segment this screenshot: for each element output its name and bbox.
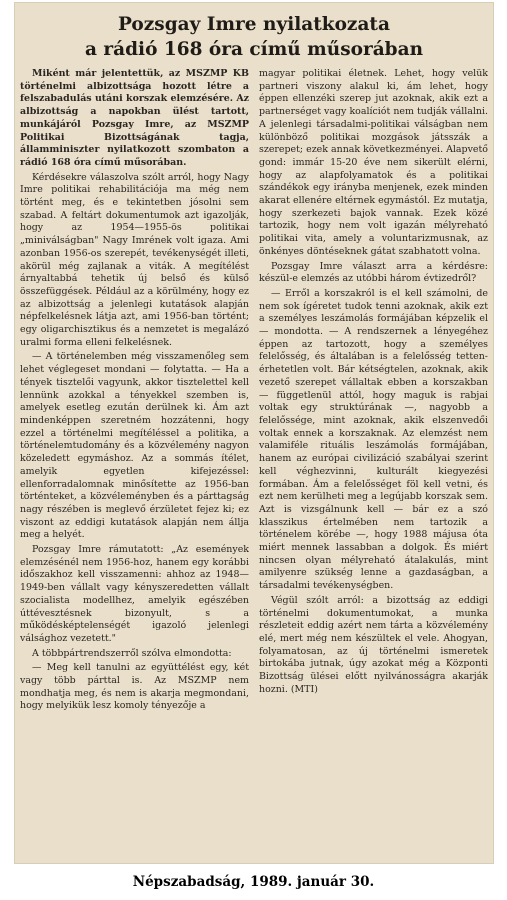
article-paragraph: A többpártrendszerről szólva elmondotta:	[32, 647, 232, 659]
headline-line-2: a rádió 168 óra című műsorában	[84, 39, 424, 60]
headline-line-1: Pozsgay Imre nyilatkozata	[118, 14, 390, 35]
article-paragraph: Pozsgay Imre választ arra a kérdésre: készül-e elemzés az utóbbi három évtizedről?	[259, 260, 488, 285]
newspaper-clipping	[14, 2, 494, 864]
article-headline	[18, 12, 490, 62]
article-paragraph: — Erről a korszakról is el kell számolni, de nem sok ígéretet tudok tenni azoknak, akik ezt a személyes leszámolás formájában képzelik el — mondotta. — A rendszernek a lényegéhez éppen az tartozott, hogy a személyes felelősség, és általában is a felelősség tetten-érhetetlen volt. Bár kétségtelen, azoknak, akik vezető szerepet vállaltak ebben a korszakban — függetlenül attól, hogy maguk is rabjai voltak egy struktúrának —, nagyobb a felelőssége, mint azoknak, akik elszenvedői voltak ennek a korszaknak. Az elemzést nem valamiféle rituális leszámolás formájában, hanem az európai civilizáció szabályai szerint kell véghezvinni, kulturált kiegyezési formában. Ám a felelősséget föl kell vetni, és ezt nem kerülheti meg a legújabb korszak sem. Azt is vizsgálnunk kell — bár ez a szó klasszikus értelmében nem tartozik a történelem körébe —, hogy 1988 májusa óta miért mennek lassabban a dolgok. És miért nincsen olyan mélyreható átalakulás, mint amilyenre szükség lenne a gazdaságban, a társadalmi tevékenységben.	[259, 287, 488, 592]
article-column-right	[259, 68, 488, 860]
article-body	[20, 68, 488, 860]
article-column-left	[20, 68, 249, 860]
article-paragraph: Végül szólt arról: a bizottság az eddigi történelmi dokumentumokat, a munka részleteit eddig azért nem tárta a közvélemény elé, mert még nem készültek el vele. Ahogyan, folyamatosan, az új történelmi ismeretek birtokába jutnak, úgy azokat még a Központi Bizottság ülései előtt nyilvánosságra akarják hozni. (MTI)	[259, 594, 488, 695]
article-paragraph: Pozsgay Imre rámutatott: „Az események elemzésénél nem 1956-hoz, hanem egy korábbi időszakhoz kell visszamenni: ahhoz az 1948—1949-ben vállalt vagy kényszeredetten vállalt szocialista modellhez, amelyik egészében úttévesztésnek bizonyult, s a működésképtelenségét igazoló jelenlegi válsághoz vezetett."	[20, 544, 249, 644]
article-paragraph: magyar politikai életnek. Lehet, hogy velük partneri viszony alakul ki, ám lehet, hogy éppen ellenzéki szerep jut azoknak, akik ezt a partnerséget vagy koalíciót nem tudják vállalni. A jelenlegi társadalmi-politikai válságban nem különböző politikai mozgások játsszák a szerepet; ezek annak következményei. Alapvető gond: immár 15-20 éve nem sikerült elérni, hogy az alapfolyamatok és a politikai szándékok egy irányba menjenek, ezek minden akarat ellenére eltérnek egymástól. Ez mutatja, hogy szerkezeti bajok vannak. Ezek közé tartozik, hogy nem volt igazán mélyreható politikai vita, amely a voluntarizmusnak, az önkényes döntéseknek gátat szabhatott volna.	[259, 68, 488, 257]
article-paragraph: — Meg kell tanulni az együttélést egy, két vagy több párttal is. Az MSZMP nem mondhatja meg, és nem is akarja megmondani, hogy melyikük lesz komoly tényezője a	[20, 662, 249, 712]
article-paragraph: Kérdésekre válaszolva szólt arról, hogy Nagy Imre politikai rehabilitációja ma még nem történt meg, és e tekintetben jósolni sem szabad. A feltárt dokumentumok azt igazolják, hogy az 1954—1955-ös politikai „miniválságban" Nagy Imrének volt igaza. Ami azonban 1956-os szerepét, tevékenységét illeti, akörül még zajlanak a viták. A megítélést árnyaltabbá tehetik új belső és külső összefüggések. Például az a körülmény, hogy ez az albizottság a jelenlegi kutatások alapján népfelkelésnek látja azt, ami 1956-ban történt; egy oligarchisztikus és a nemzetet is megalázó uralmi forma elleni felkelésnek.	[20, 171, 249, 348]
source-caption: Népszabadság, 1989. január 30.	[132, 874, 375, 890]
article-paragraph: Miként már jelentettük, az MSZMP KB történelmi albizottsága hozott létre a felszabadulás utáni korszak elemzésére. Az albizottság a napokban ülést tartott, munkájáról Pozsgay Imre, az MSZMP Politikai Bizottságának tagja, államminiszter nyilatkozott szombaton a rádió 168 óra című műsorában.	[20, 68, 249, 168]
article-paragraph: — A történelemben még visszamenőleg sem lehet véglegeset mondani — folytatta. — Ha a tények tisztelői vagyunk, akkor tisztelettel kell lennünk azokkal a tényekkel szemben is, amelyek esetleg ezután derülnek ki. Ám azt mindenképpen szeretném hozzátenni, hogy ezzel a történelmi megítéléssel a politika, a történelemtudomány és a közvélemény nagyon közeledett egymáshoz. Az a sommás ítélet, amelyik egyetlen kifejezéssel: ellenforradalomnak minősítette az 1956-ban történteket, a közvéleményben és a párttagság nagy részében is meglevő érzületet fejez ki; ez viszont az eddigi kutatások alapján nem állja meg a helyét.	[20, 351, 249, 541]
